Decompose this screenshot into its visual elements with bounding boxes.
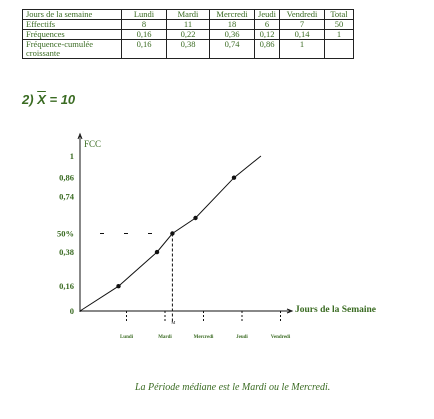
table-row-label: Fréquence-cumulée croissante [23,40,122,59]
table-cell: 8 [122,20,167,30]
x-tick-label: Mercredi [193,335,214,340]
table-row-label: Effectifs [23,20,122,30]
conclusion-text: La Période médiane est le Mardi ou le Mercredi. [135,382,331,393]
data-point [170,231,174,235]
question-number: 2) [22,92,34,107]
table-cell: 18 [210,20,255,30]
table-cell: 0,86 [255,40,280,59]
table-cell: 0,74 [210,40,255,59]
data-point [155,250,159,254]
median-marker-label: M [171,320,176,325]
table-header-cell: Vendredi [280,10,325,20]
table-header-cell: Mercredi [210,10,255,20]
table-row-label: Fréquences [23,30,122,40]
table-cell: 0,14 [280,30,325,40]
y-tick-label: 0,74 [59,191,74,202]
table-header-cell: Jeudi [255,10,280,20]
table-cell: 0,12 [255,30,280,40]
table-cell: 6 [255,20,280,30]
y-tick-label: 1 [69,151,74,161]
data-point [232,176,236,180]
y-tick-label: 50% [57,228,74,239]
table-header-cell: Lundi [122,10,167,20]
data-point [193,216,197,220]
table-header-cell: Jours de la semaine [23,10,122,20]
table-cell: 0,16 [122,30,167,40]
table-header-cell: Total [325,10,354,20]
table-cell: 0,16 [122,40,167,59]
x-axis-label: Jours de la Semaine [295,305,377,315]
mean-value: = 10 [49,92,76,107]
table-cell: 0,36 [210,30,255,40]
x-tick-label: Mardi [158,335,172,340]
y-tick-label: 0 [69,306,74,316]
table-cell: 0,22 [167,30,210,40]
table-cell: 7 [280,20,325,30]
y-axis-label: FCC [84,139,102,149]
x-tick-label: Vendredi [270,335,291,340]
table-header-cell: Mardi [167,10,210,20]
y-tick-label: 0,38 [59,247,74,258]
data-point [116,284,120,288]
table-cell: 50 [325,20,354,30]
y-tick-label: 0,16 [59,281,74,292]
table-cell: 1 [280,40,325,59]
mean-symbol: $\overline{X}$ [37,92,46,107]
table-cell: 11 [167,20,210,30]
x-tick-label: Lundi [119,335,134,340]
table-cell: 0,38 [167,40,210,59]
table-cell: 1 [325,30,354,40]
x-tick-label: Jeudi [236,335,248,340]
y-tick-label: 0,86 [59,172,74,183]
